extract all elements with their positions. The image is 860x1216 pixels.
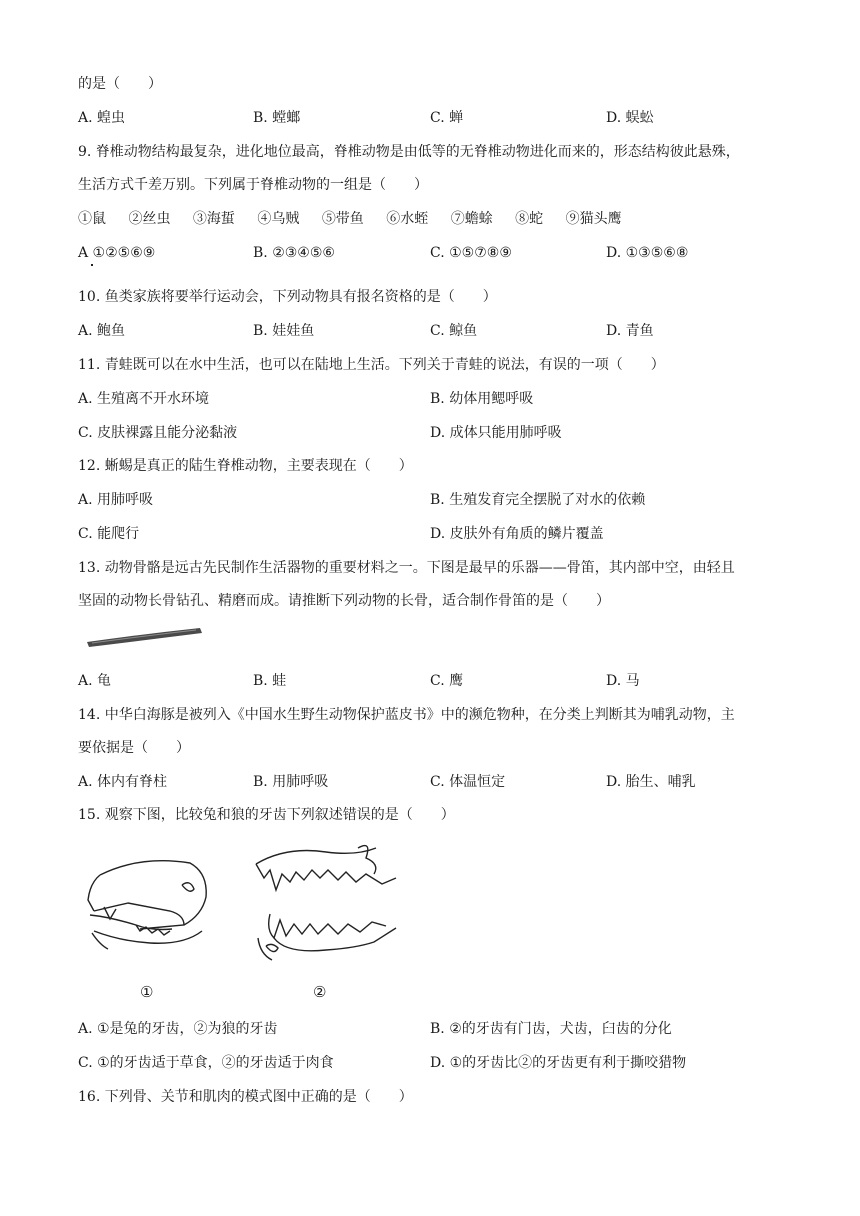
q8-option-c: C. 蝉: [430, 110, 464, 126]
q15-option-a: A. ①是兔的牙齿，②为狼的牙齿: [78, 1021, 278, 1037]
q11-option-c: C. 皮肤裸露且能分泌黏液: [78, 425, 238, 441]
q9-option-a: A ①②⑤⑥⑨: [78, 245, 156, 261]
q9-item: ⑤带鱼: [321, 211, 364, 227]
q9-option-c: C. ①⑤⑦⑧⑨: [430, 245, 512, 261]
question-14-stem: 14. 中华白海豚是被列入《中国水生野生动物保护蓝皮书》中的濒危物种，在分类上判断其为哺乳动物，主: [78, 707, 735, 723]
rabbit-skull-drawing: [80, 845, 212, 965]
question-12-stem: 12. 蜥蜴是真正的陆生脊椎动物，主要表现在（ ）: [78, 458, 413, 474]
q15-option-d: D. ①的牙齿比②的牙齿更有利于撕咬猎物: [430, 1055, 687, 1071]
q9-option-d: D. ①③⑤⑥⑧: [606, 245, 689, 261]
q11-option-b: B. 幼体用鳃呼吸: [430, 391, 534, 407]
q13-option-b: B. 蛙: [253, 673, 287, 689]
q12-option-b: B. 生殖发育完全摆脱了对水的依赖: [430, 492, 646, 508]
q9-item: ③海蜇: [192, 211, 235, 227]
figure-1-label: ①: [140, 983, 154, 1001]
q9-item: ⑨猫头鹰: [565, 211, 622, 227]
q14-option-a: A. 体内有脊柱: [78, 774, 168, 790]
bone-flute-image: [84, 622, 206, 648]
question-16-stem: 16. 下列骨、关节和肌肉的模式图中正确的是（ ）: [78, 1089, 413, 1105]
q12-option-c: C. 能爬行: [78, 526, 140, 542]
figure-2-label: ②: [313, 983, 327, 1001]
q9-item: ⑥水蛭: [386, 211, 429, 227]
q15-option-b: B. ②的牙齿有门齿，犬齿，臼齿的分化: [430, 1021, 672, 1037]
q11-option-a: A. 生殖离不开水环境: [78, 391, 210, 407]
question-9-stem-cont: 生活方式千差万别。下列属于脊椎动物的一组是（ ）: [78, 177, 428, 193]
q9-item: ①鼠: [78, 211, 106, 227]
q10-option-a: A. 鲍鱼: [78, 323, 126, 339]
q11-option-d: D. 成体只能用肺呼吸: [430, 425, 562, 441]
q14-option-d: D. 胎生、哺乳: [606, 774, 696, 790]
question-9-stem: 9. 脊椎动物结构最复杂，进化地位最高，脊椎动物是由低等的无脊椎动物进化而来的，形态结构彼此悬殊，: [78, 144, 740, 160]
q8-option-b: B. 螳螂: [253, 110, 301, 126]
q13-option-a: A. 龟: [78, 673, 112, 689]
question-15-stem: 15. 观察下图，比较兔和狼的牙齿下列叙述错误的是（ ）: [78, 807, 455, 823]
q12-option-a: A. 用肺呼吸: [78, 492, 154, 508]
q9-item: ④乌贼: [257, 211, 300, 227]
question-11-stem: 11. 青蛙既可以在水中生活，也可以在陆地上生活。下列关于青蛙的说法，有误的一项（ ）: [78, 357, 665, 373]
question-10-stem: 10. 鱼类家族将要举行运动会，下列动物具有报名资格的是（ ）: [78, 289, 497, 305]
q15-option-c: C. ①的牙齿适于草食，②的牙齿适于肉食: [78, 1055, 334, 1071]
stray-dot: [91, 264, 93, 266]
q8-option-d: D. 蜈蚣: [606, 110, 654, 126]
q10-option-c: C. 鲸鱼: [430, 323, 478, 339]
q9-item-list: [78, 209, 640, 229]
q9-item: ⑧蛇: [515, 211, 544, 227]
q13-option-d: D. 马: [606, 673, 640, 689]
wolf-skull-drawing: [246, 838, 404, 968]
q13-option-c: C. 鹰: [430, 673, 464, 689]
q10-option-b: B. 娃娃鱼: [253, 323, 315, 339]
q10-option-d: D. 青鱼: [606, 323, 654, 339]
q14-option-b: B. 用肺呼吸: [253, 774, 329, 790]
question-13-stem-cont: 坚固的动物长骨钻孔、精磨而成。请推断下列动物的长骨，适合制作骨笛的是（ ）: [78, 593, 610, 609]
question-13-stem: 13. 动物骨骼是远古先民制作生活器物的重要材料之一。下图是最早的乐器——骨笛，其内部中空，由轻且: [78, 560, 735, 576]
question-14-stem-cont: 要依据是（ ）: [78, 740, 190, 756]
q12-option-d: D. 皮肤外有角质的鳞片覆盖: [430, 526, 604, 542]
question-8-stem-tail: 的是（ ）: [78, 76, 162, 92]
q9-item: ⑦蟾蜍: [450, 211, 493, 227]
q9-item: ②丝虫: [128, 211, 171, 227]
q9-option-b: B. ②③④⑤⑥: [253, 245, 335, 261]
q14-option-c: C. 体温恒定: [430, 774, 506, 790]
q8-option-a: A. 蝗虫: [78, 110, 126, 126]
